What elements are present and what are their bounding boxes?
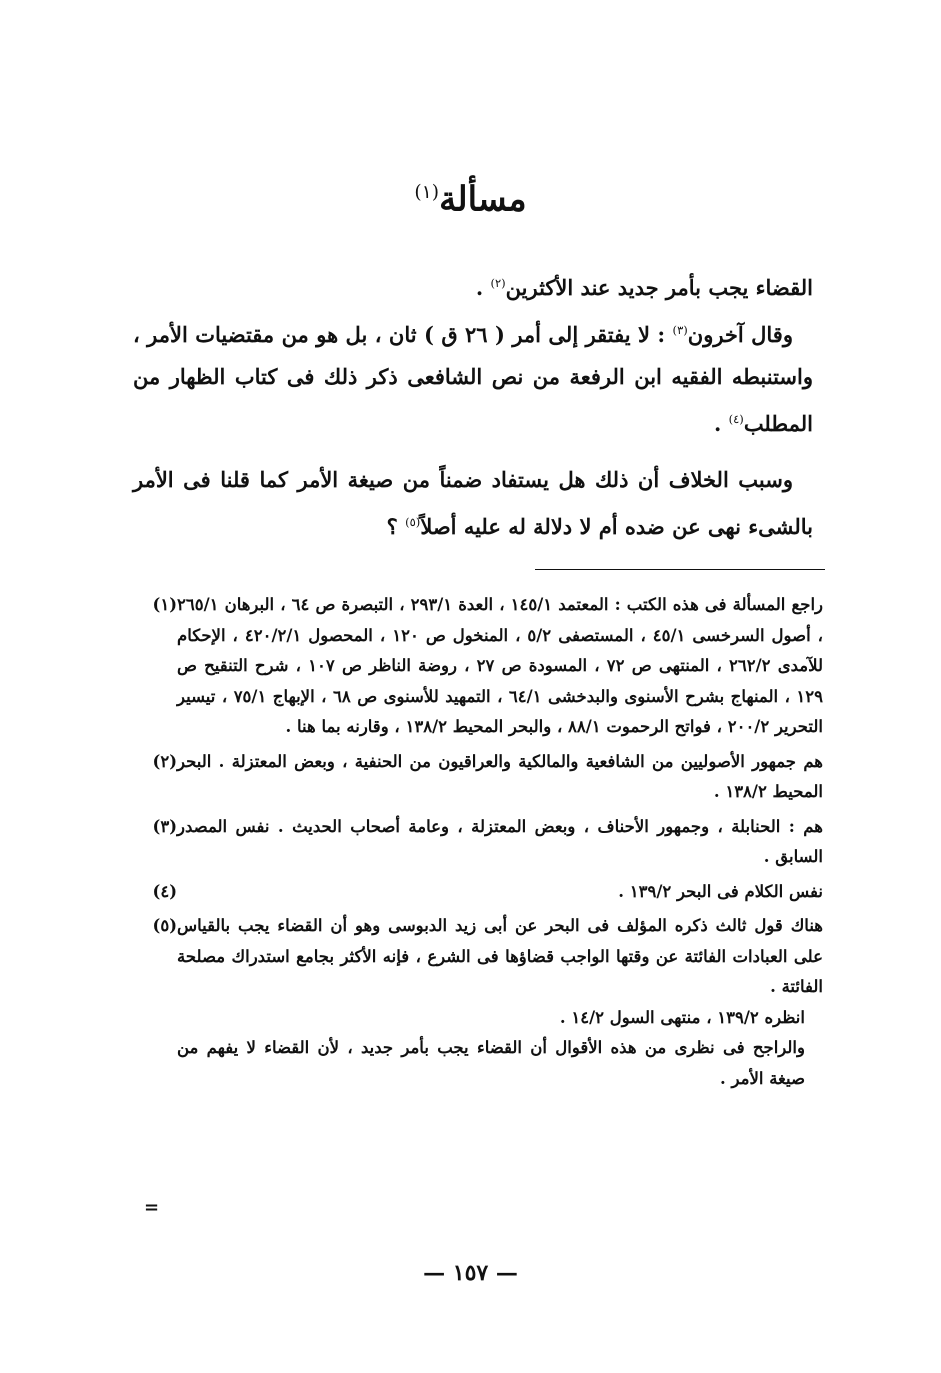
- continuation-mark: =: [144, 1197, 160, 1218]
- footnote-ref-2: (٢): [490, 276, 506, 290]
- paragraph-3: [133, 459, 813, 548]
- page-number: — ١٥٧ —: [423, 1260, 518, 1286]
- footnote-3: [133, 812, 823, 873]
- footnote-5-opinion: والراجح فى نظرى من هذه الأقوال أن القضاء يجب بأمر جديد ، لأن القضاء لا يفهم من صيغة الأمر .: [177, 1038, 805, 1088]
- footnote-text: هم جمهور الأصوليين من الشافعية والمالكية والعراقيون من الحنفية ، وبعض المعتزلة . البحر المحيط ١٣٨/٢ .: [177, 751, 823, 801]
- paragraph-3-text: وسبب الخلاف أن ذلك هل يستفاد ضمناً من صيغة الأمر كما قلنا فى الأمر بالشىء نهى عن ضده أم لا دلالة له عليه أصلاً: [133, 467, 813, 539]
- paragraph-2-end: .: [713, 411, 729, 436]
- paragraph-1: [133, 262, 813, 309]
- footnote-ref-3: (٣): [672, 323, 688, 337]
- footnote-1: [133, 590, 823, 743]
- footnotes: [133, 590, 823, 1098]
- paragraph-1-text: القضاء يجب بأمر جديد عند الأكثرين: [505, 275, 813, 300]
- footnote-number: (١): [152, 595, 177, 614]
- footnote-ref-4: (٤): [728, 412, 744, 426]
- footnote-2: [133, 747, 823, 808]
- footnote-5-reference: انظره ١٣٩/٢ ، منتهى السول ١٤/٢ .: [559, 1007, 805, 1027]
- main-text: [133, 262, 813, 548]
- footnote-text: نفس الكلام فى البحر ١٣٩/٢ .: [618, 881, 823, 901]
- paragraph-2-lead: وقال آخرون: [687, 322, 793, 347]
- footnote-text: [177, 911, 823, 1094]
- paragraph-3-end: ؟: [386, 514, 406, 539]
- footnote-number: (٤): [152, 881, 177, 901]
- footnote-number: (٣): [152, 816, 177, 836]
- footnote-5: [133, 911, 823, 1094]
- footnote-5-main: هناك قول ثالث ذكره المؤلف فى البحر عن أبى زيد الدبوسى وهو أن القضاء يجب بالقياس على العبادات الفائتة عن وقتها الواجب قضاؤها فى الشرع ، فإنه الأكثر بجامع استدراك مصلحة الفائتة .: [177, 916, 823, 996]
- paragraph-1-end: .: [475, 275, 491, 300]
- title-footnote-ref: (١): [414, 182, 440, 203]
- footnote-text: راجع المسألة فى هذه الكتب : المعتمد ١٤٥/١ ، العدة ٢٩٣/١ ، التبصرة ص ٦٤ ، البرهان ٢٦٥/١ ، أصول السرخسى ٤٥/١ ، المستصفى ٥/٢ ، المنخول ص ١٢٠ ، المحصول ٤٢٠/٢/١ ، الإحكام للآمدى ٢٦٢/٢ ، المنتهى ص ٧٢ ، المسودة ص ٢٧ ، روضة الناظر ص ١٠٧ ، شرح التنقيح ص ١٢٩ ، المنهاج بشرح الأسنوى والبدخشى ٦٤/١ ، التمهيد للأسنوى ص ٦٨ ، الإبهاج ٧٥/١ ، تيسير التحرير ٢٠٠/٢ ، فواتح الرحموت ٨٨/١ ، والبحر المحيط ١٣٨/٢ ، وقارنه بما هنا .: [177, 595, 823, 736]
- title-text: مسألة: [439, 179, 527, 220]
- page-title: [0, 168, 941, 224]
- paragraph-2: [133, 309, 813, 445]
- footnote-number: (٥): [152, 916, 177, 935]
- footnote-ref-5: (٥): [405, 515, 421, 529]
- footnote-4: [133, 877, 823, 908]
- footnote-text: هم : الحنابلة ، وجمهور الأحناف ، وبعض المعتزلة ، وعامة أصحاب الحديث . نفس المصدر السابق .: [177, 816, 823, 866]
- footnote-divider: [535, 569, 825, 570]
- footnote-number: (٢): [152, 751, 177, 771]
- paragraph-2-text: : لا يفتقر إلى أمر ( ٢٦ ق ) ثان ، بل هو من مقتضيات الأمر ، واستنبطه الفقيه ابن الرفعة من نص الشافعى ذكر ذلك فى كتاب الظهار من المطلب: [133, 322, 813, 436]
